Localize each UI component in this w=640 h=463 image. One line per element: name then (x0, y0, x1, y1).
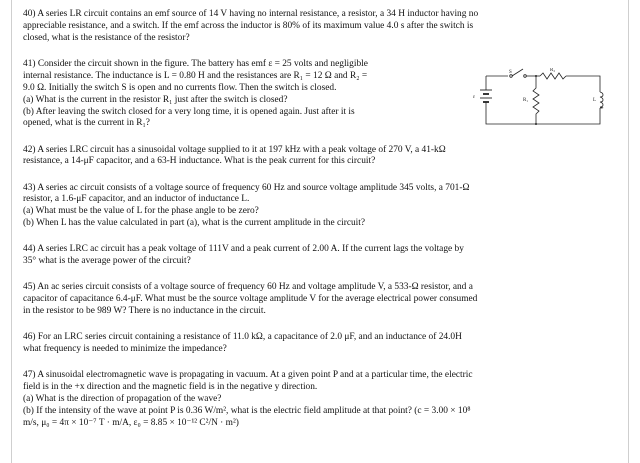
problem-line: closed, what is the resistance of the resistor? (23, 32, 190, 43)
circuit-diagram (468, 68, 606, 130)
problem-line: capacitor of capacitance 6.4-μF. What must be the source voltage amplitude V for the average electrical power consumed (23, 294, 478, 305)
circuit-wire (566, 76, 600, 92)
problem-line: in the resistor to be 989 W? There is no inductance in the circuit. (23, 306, 266, 317)
problem-line: 44) A series LRC ac circuit has a peak voltage of 111V and a peak current of 2.00 A. If the current lags the voltage by (23, 244, 464, 255)
problem-line: what frequency is needed to minimize the impedance? (23, 344, 227, 355)
problem-line: resistance, a 14-μF capacitor, and a 63-H inductance. What is the peak current for this circuit? (23, 156, 376, 167)
junction-dot (535, 123, 537, 125)
switch-label: S (509, 70, 512, 75)
problem-line: 42) A series LRC circuit has a sinusoidal voltage supplied to it at 197 kHz with a peak voltage of 270 V, a 41-kΩ (23, 144, 446, 155)
switch-terminal (524, 75, 527, 78)
r1-label: R₁ (523, 98, 529, 103)
circuit-wire (486, 102, 600, 124)
problem-44 (23, 244, 618, 268)
problem-45 (23, 282, 618, 318)
problem-line: (a) What must be the value of L for the phase angle to be zero? (23, 206, 259, 217)
problem-line: resistor, a 1.6-μF capacitor, and an inductor of inductance L. (23, 194, 250, 205)
problem-line: (b) After leaving the switch closed for a very long time, it is opened again. Just after it is (23, 106, 355, 117)
battery (480, 90, 492, 102)
junction-dot (535, 75, 537, 77)
problem-line: 45) An ac series circuit consists of a voltage source of frequency 60 Hz and voltage amplitude V, a 533-Ω resistor, and a (23, 282, 473, 293)
problem-line: 35° what is the average power of the circuit? (23, 256, 191, 267)
problem-line: m/s, μ₀ = 4π × 10⁻⁷ T · m/A, ε₀ = 8.85 × 10⁻¹² C²/N · m²) (23, 417, 239, 428)
resistor-r2 (540, 73, 566, 79)
inductor-label: L (593, 98, 597, 103)
page-border-left (11, 0, 12, 463)
problem-line: 41) Consider the circuit shown in the figure. The battery has emf ε = 25 volts and negligible (23, 58, 368, 69)
resistor-r1 (533, 76, 539, 124)
switch-terminal (510, 75, 513, 78)
problem-line: (b) When L has the value calculated in part (a), what is the current amplitude in the circuit? (23, 218, 366, 229)
problem-40 (23, 9, 618, 45)
emf-label: ε (473, 95, 476, 100)
problem-line: 46) For an LRC series circuit containing a resistance of 11.0 kΩ, a capacitance of 2.0 μF, and an inductance of 24.0H (23, 332, 462, 343)
problem-line: field is in the +x direction and the magnetic field is in the negative y direction. (23, 382, 318, 393)
problem-line: appreciable resistance, and a switch. If the emf across the inductor is 80% of its maximum value 4.0 s after the switch is (23, 20, 474, 31)
r2-label: R₂ (550, 68, 556, 73)
problem-line: internal resistance. The inductance is L = 0.80 H and the resistances are R₁ = 12 Ω and R₂ = (23, 70, 368, 81)
problem-47 (23, 370, 618, 430)
circuit-figure (468, 68, 606, 130)
problem-line: opened, what is the current in R₁? (23, 118, 150, 129)
problem-line: 43) A series ac circuit consists of a voltage source of frequency 60 Hz and source voltage amplitude 345 volts, a 701-Ω (23, 182, 470, 193)
problem-line: 40) A series LR circuit contains an emf source of 14 V having no internal resistance, a resistor, a 34 H inductor having no (23, 9, 479, 19)
problem-line: 47) A sinusoidal electromagnetic wave is propagating in vacuum. At a given point P and at a particular time, the electric (23, 370, 473, 381)
problem-42 (23, 145, 618, 169)
problem-line: 9.0 Ω. Initially the switch S is open and no currents flow. Then the switch is closed. (23, 82, 337, 93)
problem-line: (a) What is the current in the resistor R₁ just after the switch is closed? (23, 94, 288, 105)
inductor-l (600, 92, 603, 108)
page-border-right (628, 0, 629, 463)
switch-blade (512, 69, 523, 76)
problem-46 (23, 332, 618, 356)
problem-41 (23, 59, 465, 130)
problem-line: (a) What is the direction of propagation of the wave? (23, 394, 222, 405)
problem-line: (b) If the intensity of the wave at point P is 0.36 W/m², what is the electric field amplitude at that point? (c = 3.00 × 10⁸ (23, 405, 471, 416)
problem-43 (23, 183, 618, 231)
